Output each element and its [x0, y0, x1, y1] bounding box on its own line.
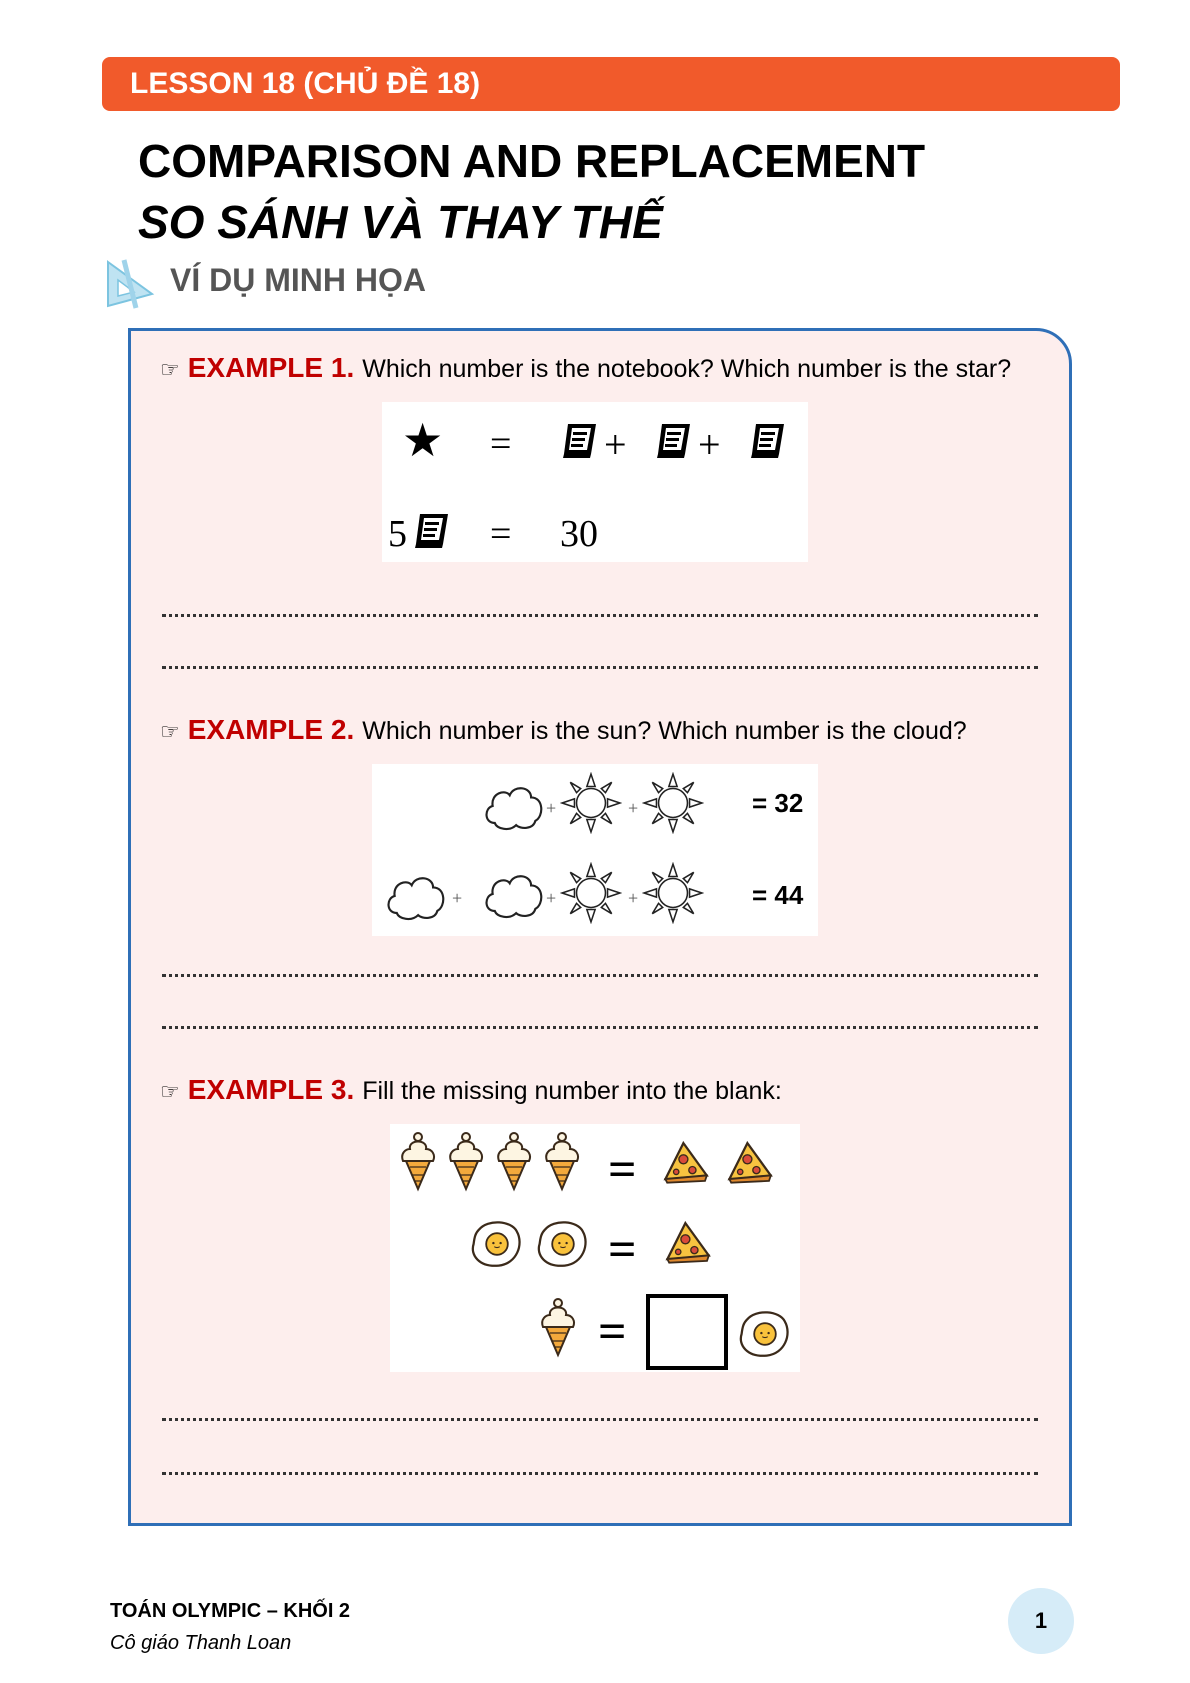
- footer-course: TOÁN OLYMPIC – KHỐI 2: [110, 1600, 351, 1622]
- example-3-text: Fill the missing number into the blank:: [362, 1077, 782, 1105]
- equals-sign: =: [598, 1303, 627, 1359]
- lesson-banner: [102, 57, 1120, 111]
- sun-icon: [644, 774, 702, 832]
- plus-sign: +: [546, 798, 557, 818]
- example-2-figure: [372, 764, 818, 936]
- sun-icon: [644, 864, 702, 922]
- plus-sign: +: [628, 888, 639, 908]
- blank-box[interactable]: [648, 1296, 726, 1368]
- star-icon: ★: [402, 415, 444, 466]
- pointing-hand-icon: ☞: [160, 719, 180, 744]
- pizza-icon: [729, 1143, 770, 1183]
- lesson-label: LESSON 18 (CHỦ ĐỀ 18): [130, 67, 481, 100]
- equals-sign: =: [490, 423, 512, 465]
- notebook-icon: [657, 424, 690, 458]
- ice-cream-icon: [450, 1133, 482, 1189]
- answer-line: [162, 614, 1038, 617]
- sun-icon: [562, 864, 620, 922]
- example-1-text: Which number is the notebook? Which number is the star?: [362, 355, 1012, 383]
- example-2-heading: [160, 714, 967, 746]
- notebook-icon: [563, 424, 596, 458]
- answer-line: [162, 666, 1038, 669]
- cloud-icon: [487, 876, 542, 917]
- plus-sign: +: [452, 888, 463, 908]
- notebook-icon: [751, 424, 784, 458]
- example-3-label: EXAMPLE 3.: [187, 1074, 355, 1105]
- section-title: VÍ DỤ MINH HỌA: [170, 262, 426, 298]
- ice-cream-icon: [546, 1133, 578, 1189]
- ice-cream-icon: [402, 1133, 434, 1189]
- answer-line: [162, 1418, 1038, 1421]
- footer-teacher: Cô giáo Thanh Loan: [110, 1632, 292, 1654]
- example-1-label: EXAMPLE 1.: [187, 352, 355, 383]
- result-32: = 32: [752, 788, 804, 818]
- page-number: 1: [1008, 1588, 1074, 1654]
- page-title-vi: SO SÁNH VÀ THAY THẾ: [138, 196, 663, 248]
- answer-line: [162, 974, 1038, 977]
- example-2-label: EXAMPLE 2.: [187, 714, 355, 745]
- plus-sign: +: [698, 422, 721, 467]
- pizza-icon: [665, 1143, 706, 1183]
- page-title-en: COMPARISON AND REPLACEMENT: [138, 135, 926, 187]
- cloud-icon: [389, 878, 444, 919]
- fried-egg-icon: [539, 1222, 586, 1265]
- example-3-figure: [390, 1124, 800, 1372]
- equals-sign: =: [608, 1141, 637, 1197]
- ice-cream-icon: [542, 1299, 574, 1355]
- result-value: 30: [560, 513, 598, 555]
- fried-egg-icon: [473, 1222, 520, 1265]
- sun-icon: [562, 774, 620, 832]
- answer-line: [162, 1472, 1038, 1475]
- fried-egg-icon: [741, 1312, 788, 1355]
- plus-sign: +: [546, 888, 557, 908]
- example-1-figure: [382, 402, 808, 562]
- example-2-text: Which number is the sun? Which number is the cloud?: [362, 717, 967, 745]
- example-3-heading: [160, 1074, 782, 1106]
- example-1-heading: [160, 352, 1011, 384]
- coefficient: 5: [388, 513, 407, 555]
- result-44: = 44: [752, 880, 804, 910]
- cloud-icon: [487, 788, 542, 829]
- notebook-icon: [415, 514, 448, 548]
- plus-sign: +: [604, 422, 627, 467]
- ice-cream-icon: [498, 1133, 530, 1189]
- triangle-ruler-icon: [104, 258, 156, 310]
- pizza-icon: [667, 1223, 708, 1263]
- answer-line: [162, 1026, 1038, 1029]
- equals-sign: =: [608, 1221, 637, 1277]
- pointing-hand-icon: ☞: [160, 1079, 180, 1104]
- equals-sign: =: [490, 513, 512, 555]
- plus-sign: +: [628, 798, 639, 818]
- pointing-hand-icon: ☞: [160, 357, 180, 382]
